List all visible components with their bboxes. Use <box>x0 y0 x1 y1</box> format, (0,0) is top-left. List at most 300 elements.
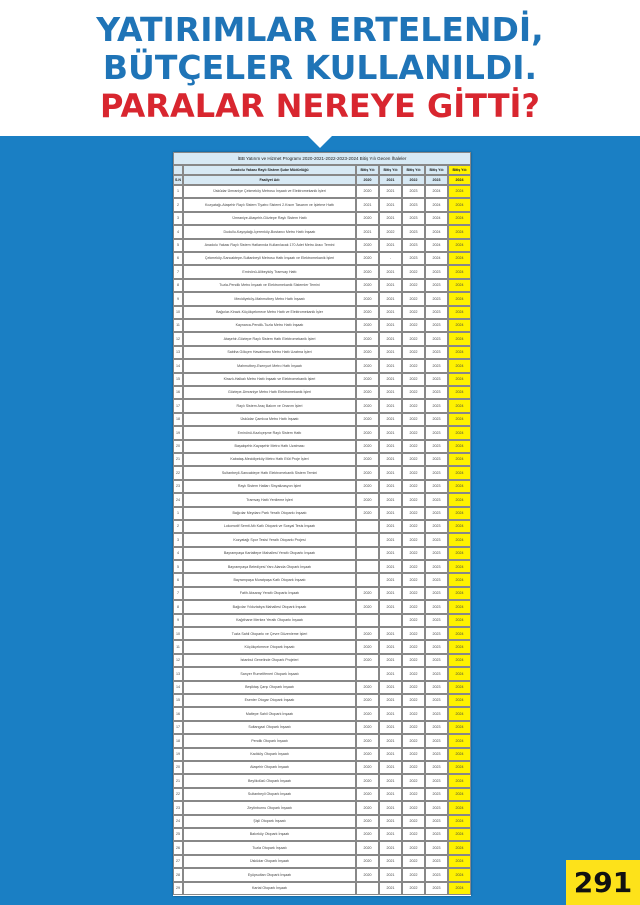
row-year-cell: 2024 <box>425 239 448 252</box>
row-year-cell: 2022 <box>402 265 425 278</box>
row-year-cell: 2020 <box>356 600 379 613</box>
row-year-cell: 2022 <box>402 801 425 814</box>
row-activity-name: Ataşehir Otopark İnşaatı <box>183 761 356 774</box>
speech-pointer <box>307 135 333 148</box>
row-year-cell: - <box>379 252 402 265</box>
row-year-cell: 2021 <box>379 654 402 667</box>
row-year-cell: 2020 <box>356 627 379 640</box>
row-year-cell: 2020 <box>356 239 379 252</box>
row-year-cell: 2022 <box>402 627 425 640</box>
header-y4: Bitiş Yılı <box>448 165 471 175</box>
row-year-cell: 2023 <box>425 386 448 399</box>
row-year-cell: 2021 <box>379 359 402 372</box>
row-year-cell: 2021 <box>379 520 402 533</box>
row-year-cell: 2024 <box>448 640 471 653</box>
row-year-cell <box>356 547 379 560</box>
row-number: 4 <box>173 547 183 560</box>
row-year-cell: 2024 <box>448 801 471 814</box>
row-year-cell: 2021 <box>379 667 402 680</box>
row-year-cell: 2023 <box>425 640 448 653</box>
row-year-cell: 2023 <box>425 707 448 720</box>
row-year-cell: 2020 <box>356 440 379 453</box>
row-number: 12 <box>173 654 183 667</box>
row-year-cell: 2024 <box>448 694 471 707</box>
row-year-cell: 2023 <box>425 466 448 479</box>
row-year-cell: 2020 <box>356 386 379 399</box>
header-year-2022: 2022 <box>402 175 425 185</box>
row-number: 14 <box>173 681 183 694</box>
row-year-cell: 2023 <box>425 654 448 667</box>
header-y2: Bitiş Yılı <box>402 165 425 175</box>
row-number: 16 <box>173 707 183 720</box>
header-y3: Bitiş Yılı <box>425 165 448 175</box>
row-year-cell: 2020 <box>356 426 379 439</box>
row-year-cell: 2023 <box>425 761 448 774</box>
row-year-cell: 2020 <box>356 640 379 653</box>
row-activity-name: Bağcılar-Kirazlı-Küçükçekmece Metro Hattı ve Elektromekanik İşler <box>183 306 356 319</box>
row-year-cell: 2022 <box>402 560 425 573</box>
row-year-cell <box>356 882 379 895</box>
row-year-cell: 2024 <box>448 373 471 386</box>
row-year-cell: 2020 <box>356 413 379 426</box>
row-year-cell: 2023 <box>425 346 448 359</box>
row-activity-name: Eminönü-Alibeyköy Tramvay Hattı <box>183 265 356 278</box>
row-year-cell: 2023 <box>402 185 425 198</box>
row-year-cell: 2021 <box>379 573 402 586</box>
row-year-cell <box>356 560 379 573</box>
row-year-cell: 2023 <box>425 520 448 533</box>
row-number: 28 <box>173 868 183 881</box>
row-year-cell: 2021 <box>379 734 402 747</box>
unit-title: Anadolu Yakası Raylı Sistem Şube Müdürlüğü <box>183 165 356 175</box>
row-year-cell: 2024 <box>448 587 471 600</box>
row-number: 8 <box>173 600 183 613</box>
row-year-cell: 2020 <box>356 507 379 520</box>
row-number: 11 <box>173 640 183 653</box>
header-blank <box>173 165 183 175</box>
row-year-cell: 2022 <box>402 654 425 667</box>
row-year-cell: 2022 <box>402 841 425 854</box>
row-year-cell: 2021 <box>379 440 402 453</box>
header-year-2023: 2023 <box>425 175 448 185</box>
row-year-cell: 2024 <box>448 828 471 841</box>
row-number: 3 <box>173 533 183 546</box>
row-year-cell: 2022 <box>402 332 425 345</box>
row-number: 7 <box>173 265 183 278</box>
row-year-cell: 2024 <box>448 292 471 305</box>
row-year-cell: 2021 <box>379 533 402 546</box>
row-year-cell: 2023 <box>425 627 448 640</box>
row-year-cell: 2021 <box>379 681 402 694</box>
row-number: 1 <box>173 185 183 198</box>
row-year-cell: 2022 <box>402 440 425 453</box>
row-year-cell: 2023 <box>402 225 425 238</box>
row-year-cell: 2022 <box>402 359 425 372</box>
row-activity-name: Üsküdar Ümraniye Çekmeköy Metrosu İnşaatı ve Elektromekanik İşleri <box>183 185 356 198</box>
row-year-cell: 2024 <box>448 734 471 747</box>
row-year-cell: 2020 <box>356 788 379 801</box>
row-activity-name: Sabiha Gökçen Havalimanı Metro Hattı Uzatma İşleri <box>183 346 356 359</box>
row-number: 10 <box>173 306 183 319</box>
row-activity-name: Bayrampaşa Muratpaşa Katlı Otopark İnşaatı <box>183 573 356 586</box>
row-year-cell: 2023 <box>425 587 448 600</box>
row-year-cell: 2022 <box>402 306 425 319</box>
row-year-cell: 2021 <box>379 373 402 386</box>
row-number: 7 <box>173 587 183 600</box>
row-year-cell: 2023 <box>425 332 448 345</box>
row-year-cell: 2020 <box>356 265 379 278</box>
row-year-cell: 2021 <box>379 493 402 506</box>
row-year-cell <box>379 614 402 627</box>
row-year-cell: 2024 <box>448 600 471 613</box>
row-year-cell: 2024 <box>448 654 471 667</box>
row-activity-name: Mecidiyeköy-Mahmutbey Metro Hattı İnşaatı <box>183 292 356 305</box>
row-activity-name: Üsküdar Otopark İnşaatı <box>183 855 356 868</box>
row-year-cell: 2021 <box>379 721 402 734</box>
row-activity-name: Fatih Aksaray Yeraltı Otoparkı İnşaatı <box>183 587 356 600</box>
row-year-cell: 2024 <box>448 453 471 466</box>
row-year-cell: 2024 <box>448 480 471 493</box>
row-number: 15 <box>173 373 183 386</box>
row-activity-name: Kartal Otopark İnşaatı <box>183 882 356 895</box>
row-year-cell: 2024 <box>448 359 471 372</box>
row-activity-name: Üsküdar Çamlıca Metro Hattı İnşaatı <box>183 413 356 426</box>
row-activity-name: Lokomotif Semti Altı Katlı Otopark ve Sosyal Tesis İnşaatı <box>183 520 356 533</box>
row-activity-name: Bakırköy Otopark İnşaatı <box>183 828 356 841</box>
page-number: 291 <box>566 860 640 905</box>
row-year-cell: 2022 <box>402 855 425 868</box>
row-year-cell: 2022 <box>402 681 425 694</box>
row-activity-name: Tuzla Otopark İnşaatı <box>183 841 356 854</box>
row-activity-name: Göztepe-Ümraniye Metro Hattı Elektromekanik İşleri <box>183 386 356 399</box>
row-year-cell: 2023 <box>425 734 448 747</box>
row-year-cell: 2020 <box>356 453 379 466</box>
row-year-cell: 2024 <box>448 560 471 573</box>
row-year-cell: 2023 <box>425 667 448 680</box>
row-year-cell: 2021 <box>379 560 402 573</box>
row-year-cell: 2024 <box>448 868 471 881</box>
row-year-cell: 2023 <box>425 440 448 453</box>
row-year-cell <box>356 614 379 627</box>
row-year-cell: 2023 <box>425 600 448 613</box>
row-year-cell: 2024 <box>448 614 471 627</box>
row-year-cell: 2024 <box>448 386 471 399</box>
row-number: 6 <box>173 573 183 586</box>
row-number: 23 <box>173 801 183 814</box>
header-name: Faaliyet Adı <box>183 175 356 185</box>
row-activity-name: Eminönü-Kazlıçeşme Raylı Sistem Hattı <box>183 426 356 439</box>
row-activity-name: Zeytinburnu Otopark İnşaatı <box>183 801 356 814</box>
row-year-cell: 2024 <box>448 399 471 412</box>
row-year-cell: 2021 <box>379 466 402 479</box>
row-year-cell: 2024 <box>448 346 471 359</box>
row-year-cell: 2021 <box>379 855 402 868</box>
headline-line-3: PARALAR NEREYE GİTTİ? <box>100 87 540 125</box>
row-year-cell: 2022 <box>402 600 425 613</box>
row-year-cell: 2022 <box>402 882 425 895</box>
row-year-cell: 2024 <box>425 225 448 238</box>
row-year-cell: 2024 <box>448 841 471 854</box>
row-activity-name: Bağcılar Meydanı Park Yeraltı Otoparkı İnşaatı <box>183 507 356 520</box>
row-year-cell: 2022 <box>402 614 425 627</box>
row-year-cell: 2021 <box>379 292 402 305</box>
row-year-cell: 2020 <box>356 855 379 868</box>
row-year-cell: 2021 <box>379 332 402 345</box>
row-number: 27 <box>173 855 183 868</box>
row-number: 10 <box>173 627 183 640</box>
row-year-cell: 2024 <box>448 547 471 560</box>
row-year-cell: 2023 <box>425 828 448 841</box>
table-header <box>173 165 471 185</box>
row-activity-name: Küçükçekmece Otopark İnşaatı <box>183 640 356 653</box>
row-activity-name: Kirazlı-Halkalı Metro Hattı İnşaatı ve Elektromekanik İşleri <box>183 373 356 386</box>
row-activity-name: Raylı Sistem Hatları Sinyalizasyon İşleri <box>183 480 356 493</box>
row-year-cell: 2022 <box>402 507 425 520</box>
row-year-cell: 2023 <box>425 774 448 787</box>
row-activity-name: İstanbul Genelinde Otopark Projeleri <box>183 654 356 667</box>
row-year-cell: 2024 <box>425 252 448 265</box>
row-year-cell: 2024 <box>448 855 471 868</box>
row-year-cell: 2020 <box>356 721 379 734</box>
row-year-cell: 2021 <box>379 868 402 881</box>
row-year-cell: 2022 <box>402 573 425 586</box>
row-year-cell: 2021 <box>379 413 402 426</box>
row-activity-name: Kağıthane Merkez Yeraltı Otoparkı İnşaatı <box>183 614 356 627</box>
row-year-cell: 2020 <box>356 707 379 720</box>
row-activity-name: Kaynarca-Pendik-Tuzla Metro Hattı İnşaatı <box>183 319 356 332</box>
row-activity-name: Eyüpsultan Otopark İnşaatı <box>183 868 356 881</box>
row-activity-name: Esenler Otogar Otopark İnşaatı <box>183 694 356 707</box>
header-y1: Bitiş Yılı <box>379 165 402 175</box>
row-year-cell: 2024 <box>448 788 471 801</box>
row-year-cell: 2024 <box>448 252 471 265</box>
row-activity-name: Bağcılar Yıldıztabya Mahallesi Otopark İnşaatı <box>183 600 356 613</box>
row-year-cell: 2020 <box>356 319 379 332</box>
row-year-cell: 2022 <box>402 587 425 600</box>
row-year-cell: 2022 <box>402 707 425 720</box>
row-year-cell: 2021 <box>379 788 402 801</box>
row-activity-name: Kadıköy Otopark İnşaatı <box>183 748 356 761</box>
row-year-cell: 2022 <box>402 319 425 332</box>
row-number: 20 <box>173 440 183 453</box>
row-activity-name: Maltepe Sahil Otopark İnşaatı <box>183 707 356 720</box>
row-year-cell: 2023 <box>402 239 425 252</box>
row-year-cell: 2021 <box>379 279 402 292</box>
row-year-cell: 2020 <box>356 681 379 694</box>
row-year-cell: 2022 <box>402 667 425 680</box>
row-activity-name: Ümraniye-Ataşehir-Göztepe Raylı Sistem Hattı <box>183 212 356 225</box>
row-year-cell: 2020 <box>356 815 379 828</box>
row-year-cell: 2022 <box>402 413 425 426</box>
row-year-cell: 2023 <box>425 788 448 801</box>
row-year-cell: 2021 <box>379 346 402 359</box>
row-year-cell: 2024 <box>448 306 471 319</box>
row-number: 9 <box>173 292 183 305</box>
row-year-cell: 2023 <box>425 614 448 627</box>
row-year-cell: 2024 <box>448 319 471 332</box>
row-year-cell: 2024 <box>448 520 471 533</box>
row-year-cell: 2024 <box>448 413 471 426</box>
row-activity-name: Sarıyer Rumelifeneri Otopark İnşaatı <box>183 667 356 680</box>
row-activity-name: Başakşehir-Kayaşehir Metro Hattı Uzatması <box>183 440 356 453</box>
row-year-cell: 2024 <box>448 627 471 640</box>
row-year-cell: 2024 <box>448 426 471 439</box>
row-number: 20 <box>173 761 183 774</box>
row-year-cell: 2024 <box>448 185 471 198</box>
row-year-cell: 2022 <box>402 466 425 479</box>
row-activity-name: Tuzla Sahil Otoparkı ve Çevre Düzenleme İşleri <box>183 627 356 640</box>
row-number: 15 <box>173 694 183 707</box>
row-year-cell: 2022 <box>402 815 425 828</box>
row-year-cell: 2020 <box>356 734 379 747</box>
header-year-2024: 2024 <box>448 175 471 185</box>
header-year-2021: 2021 <box>379 175 402 185</box>
row-year-cell: 2023 <box>425 319 448 332</box>
row-activity-name: Sultanbeyli Otopark İnşaatı <box>183 788 356 801</box>
row-year-cell: 2020 <box>356 212 379 225</box>
row-year-cell: 2023 <box>425 399 448 412</box>
row-year-cell: 2022 <box>402 292 425 305</box>
row-activity-name: Mahmutbey-Esenyurt Metro Hattı İnşaatı <box>183 359 356 372</box>
row-year-cell: 2023 <box>402 212 425 225</box>
row-activity-name: Kozyatağı Spor Tesisi Yeraltı Otoparkı Projesi <box>183 533 356 546</box>
row-number: 26 <box>173 841 183 854</box>
headline-line-1: YATIRIMLAR ERTELENDİ, <box>96 10 544 49</box>
row-year-cell: 2021 <box>379 600 402 613</box>
row-activity-name: Raylı Sistem Araç Bakım ve Onarım İşleri <box>183 399 356 412</box>
row-year-cell: 2021 <box>379 828 402 841</box>
row-year-cell <box>356 520 379 533</box>
row-number: 18 <box>173 413 183 426</box>
row-year-cell: 2023 <box>425 413 448 426</box>
row-year-cell: 2024 <box>448 198 471 211</box>
row-year-cell: 2021 <box>379 306 402 319</box>
row-number: 24 <box>173 815 183 828</box>
row-year-cell: 2023 <box>425 560 448 573</box>
row-year-cell: 2024 <box>448 466 471 479</box>
row-number: 17 <box>173 399 183 412</box>
row-year-cell: 2020 <box>356 774 379 787</box>
row-year-cell: 2020 <box>356 332 379 345</box>
row-year-cell: 2020 <box>356 480 379 493</box>
row-year-cell: 2021 <box>379 198 402 211</box>
row-activity-name: Beylikdüzü Otopark İnşaatı <box>183 774 356 787</box>
row-number: 22 <box>173 466 183 479</box>
row-year-cell: 2023 <box>425 801 448 814</box>
row-number: 22 <box>173 788 183 801</box>
row-year-cell: 2021 <box>379 480 402 493</box>
row-activity-name: Kabataş-Mecidiyeköy Metro Hattı Etüt Proje İşleri <box>183 453 356 466</box>
row-year-cell: 2023 <box>425 815 448 828</box>
row-year-cell: 2021 <box>379 587 402 600</box>
row-year-cell: 2023 <box>425 748 448 761</box>
row-year-cell: 2023 <box>425 841 448 854</box>
row-activity-name: Çekmeköy-Sancaktepe-Sultanbeyli Metrosu Hattı İnşaatı ve Elektromekanik İşleri <box>183 252 356 265</box>
header-y0: Bitiş Yılı <box>356 165 379 175</box>
row-year-cell: 2022 <box>402 828 425 841</box>
row-year-cell: 2020 <box>356 587 379 600</box>
row-number: 19 <box>173 748 183 761</box>
row-year-cell: 2023 <box>425 547 448 560</box>
row-year-cell: 2020 <box>356 828 379 841</box>
row-year-cell: 2021 <box>379 774 402 787</box>
row-year-cell: 2024 <box>448 815 471 828</box>
row-activity-name: Sultangazi Otopark İnşaatı <box>183 721 356 734</box>
row-year-cell: 2021 <box>379 185 402 198</box>
row-number: 4 <box>173 225 183 238</box>
row-year-cell: 2022 <box>402 694 425 707</box>
row-year-cell: 2023 <box>425 507 448 520</box>
row-year-cell: 2020 <box>356 292 379 305</box>
row-number: 5 <box>173 560 183 573</box>
row-number: 23 <box>173 480 183 493</box>
row-number: 24 <box>173 493 183 506</box>
row-year-cell: 2024 <box>448 332 471 345</box>
row-year-cell: 2023 <box>425 533 448 546</box>
row-year-cell: 2021 <box>379 453 402 466</box>
row-number: 2 <box>173 520 183 533</box>
row-year-cell: 2020 <box>356 306 379 319</box>
row-year-cell: 2022 <box>402 453 425 466</box>
row-year-cell: 2024 <box>448 774 471 787</box>
row-year-cell: 2022 <box>402 279 425 292</box>
row-year-cell: 2022 <box>402 386 425 399</box>
row-year-cell: 2021 <box>356 198 379 211</box>
document-scan <box>173 152 471 896</box>
row-year-cell: 2023 <box>425 855 448 868</box>
row-year-cell: 2024 <box>448 279 471 292</box>
row-year-cell: 2022 <box>402 399 425 412</box>
row-year-cell: 2024 <box>448 707 471 720</box>
row-year-cell: 2023 <box>425 292 448 305</box>
headline-line-2: BÜTÇELER KULLANILDI. <box>102 48 538 87</box>
row-year-cell: 2021 <box>379 882 402 895</box>
row-activity-name: Pendik Otopark İnşaatı <box>183 734 356 747</box>
row-year-cell: 2022 <box>402 346 425 359</box>
row-year-cell: 2020 <box>356 654 379 667</box>
row-activity-name: Ataşehir-Göztepe Raylı Sistem Hattı Elektromekanik İşleri <box>183 332 356 345</box>
row-year-cell: 2021 <box>379 694 402 707</box>
row-year-cell: 2023 <box>425 359 448 372</box>
row-number: 13 <box>173 667 183 680</box>
row-year-cell: 2020 <box>356 279 379 292</box>
row-year-cell: 2020 <box>356 841 379 854</box>
headline-banner <box>0 0 640 136</box>
row-year-cell: 2022 <box>402 761 425 774</box>
row-year-cell: 2022 <box>402 868 425 881</box>
row-year-cell: 2021 <box>379 761 402 774</box>
row-year-cell: 2021 <box>379 319 402 332</box>
row-year-cell: 2023 <box>425 868 448 881</box>
row-year-cell: 2021 <box>379 801 402 814</box>
row-year-cell: 2023 <box>425 373 448 386</box>
row-number: 12 <box>173 332 183 345</box>
row-year-cell <box>356 573 379 586</box>
row-number: 21 <box>173 774 183 787</box>
row-year-cell: 2021 <box>379 748 402 761</box>
header-year-2020: 2020 <box>356 175 379 185</box>
row-year-cell: 2021 <box>379 547 402 560</box>
row-year-cell: 2020 <box>356 252 379 265</box>
row-year-cell: 2024 <box>425 198 448 211</box>
row-number: 16 <box>173 386 183 399</box>
row-year-cell: 2020 <box>356 801 379 814</box>
row-year-cell: 2023 <box>425 279 448 292</box>
row-number: 18 <box>173 734 183 747</box>
row-year-cell: 2021 <box>379 640 402 653</box>
row-activity-name: Kozyatağı-Ataşehir Raylı Sistem Tiyatro Sistemi 2.Kısım Tasarım ve İşletme Hattı <box>183 198 356 211</box>
row-year-cell: 2021 <box>356 225 379 238</box>
